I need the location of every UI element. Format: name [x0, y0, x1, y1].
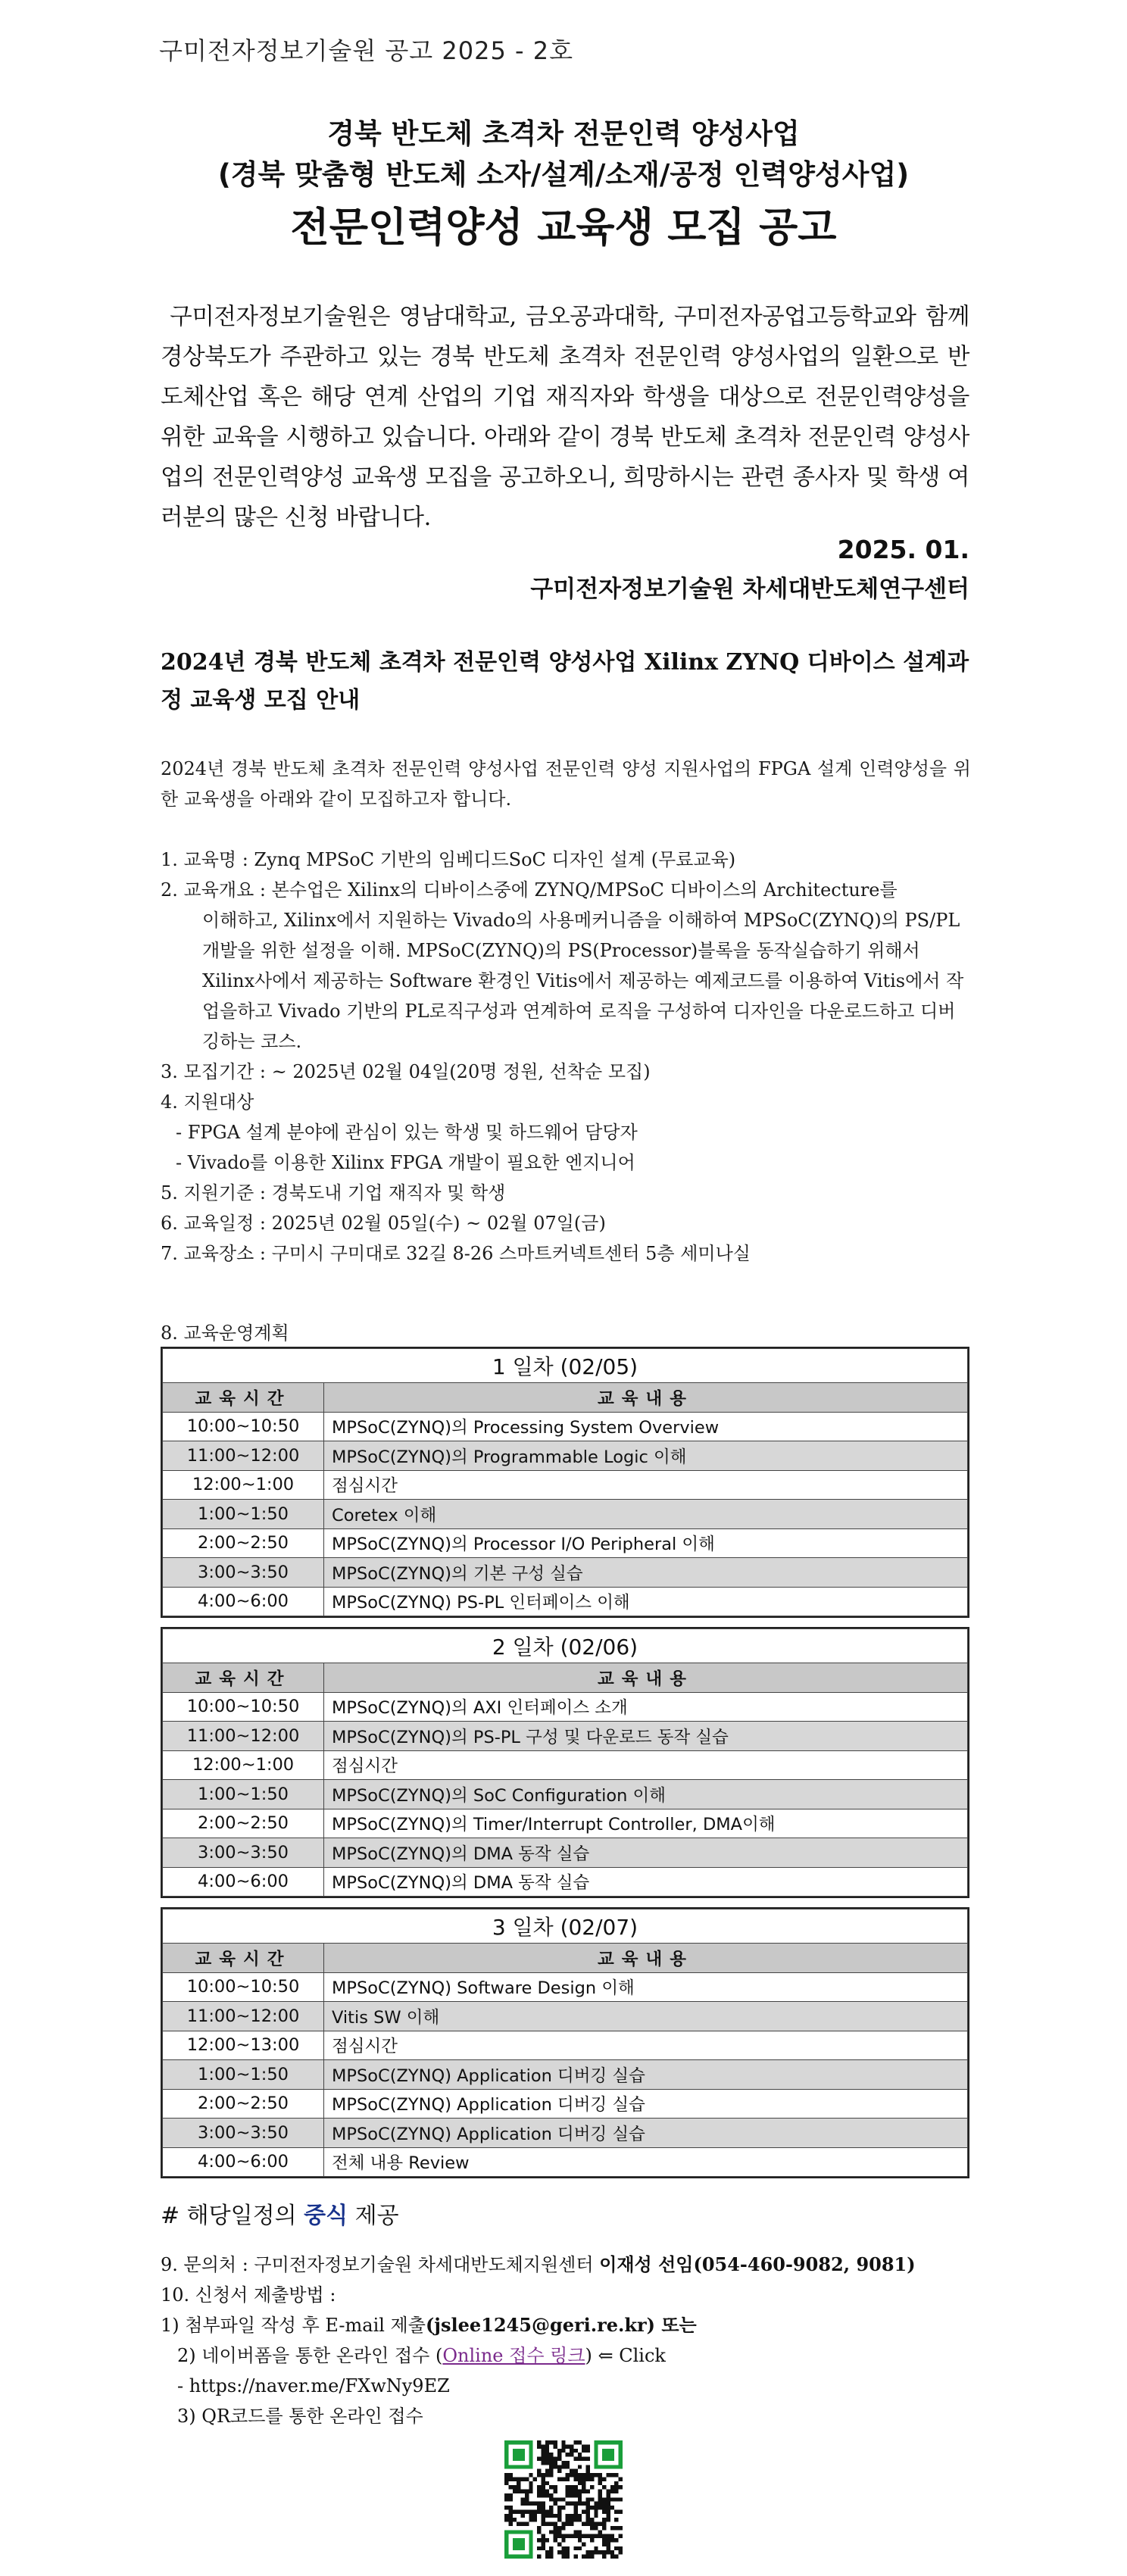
col-time-header: 교육시간 [163, 1944, 324, 1973]
issuing-org: 구미전자정보기술원 차세대반도체연구센터 [530, 576, 969, 603]
item-overview-first: 2. 교육개요 : 본수업은 Xilinx의 디바이스중에 ZYNQ/MPSoC 디바이스의 Architecture를 [161, 879, 898, 901]
day-table [161, 1907, 969, 2178]
day-header: 2 일차 (02/06) [163, 1629, 968, 1663]
time-cell: 3:00~3:50 [163, 1558, 324, 1588]
content-cell: MPSoC(ZYNQ) Application 디버깅 실습 [324, 2060, 968, 2090]
item-criteria: 5. 지원기준 : 경북도내 기업 재직자 및 학생 [161, 1182, 506, 1204]
content-cell: MPSoC(ZYNQ) Application 디버깅 실습 [324, 2089, 968, 2119]
table-row [163, 1838, 968, 1868]
table-row [163, 1558, 968, 1588]
content-cell: MPSoC(ZYNQ)의 Programmable Logic 이해 [324, 1441, 968, 1471]
content-cell: MPSoC(ZYNQ)의 SoC Configuration 이해 [324, 1780, 968, 1809]
schedule-table [162, 1348, 968, 1616]
section-title: 2024년 경북 반도체 초격차 전문인력 양성사업 Xilinx ZYNQ 디바이스 설계과정 교육생 모집 안내 [161, 649, 969, 713]
intro-text: 구미전자정보기술원은 영남대학교, 금오공과대학, 구미전자공업고등학교와 함께 경상북도가 주관하고 있는 경북 반도체 초격차 전문인력 양성사업의 일환으로 반도체산업 혹은 해당 연계 산업의 기업 재직자와 학생을 대상으로 전문인력양성을 위한 교육을 시행하고 있습니다. 아래와 같이 경북 반도체 초격차 전문인력 양성사업의 전문인력양성 교육생 모집을 공고하오니, 희망하시는 관련 종사자 및 학생 여러분의 많은 신청 바랍니다. [161, 304, 970, 531]
method-online-suffix: ) ⇐ Click [585, 2345, 666, 2366]
time-cell: 10:00~10:50 [163, 1412, 324, 1441]
item-overview-rest: 이해하고, Xilinx에서 지원하는 Vivado의 사용메커니즘을 이해하여 MPSoC(ZYNQ)의 PS/PL 개발을 위한 설정을 이해. MPSoC(ZYNQ)의 PS(Processor)블록을 동작실습하기 위해서 Xilinx사에서 제공하는 Software 환경인 Vitis에서 제공하는 예제코드를 이용하여 Vitis에서 작업을하고 Vivado 기반의 PL로직구성과 연계하여 로직을 구성하여 디자인을 다운로드하고 디버깅하는 코스. [202, 910, 964, 1052]
content-cell: 전체 내용 Review [324, 2147, 968, 2177]
content-cell: MPSoC(ZYNQ) PS-PL 인터페이스 이해 [324, 1587, 968, 1616]
item-period: 3. 모집기간 : ~ 2025년 02월 04일(20명 정원, 선착순 모집) [161, 1061, 651, 1082]
day-table [161, 1627, 969, 1898]
content-cell: 점심시간 [324, 1750, 968, 1780]
time-cell: 4:00~6:00 [163, 1587, 324, 1616]
content-cell: MPSoC(ZYNQ)의 Processing System Overview [324, 1412, 968, 1441]
time-cell: 1:00~1:50 [163, 2060, 324, 2090]
purpose-paragraph: 2024년 경북 반도체 초격차 전문인력 양성사업 전문인력 양성 지원사업의 FPGA 설계 인력양성을 위한 교육생을 아래와 같이 모집하고자 합니다. [161, 758, 971, 810]
method-qr: 3) QR코드를 통한 온라인 접수 [177, 2406, 423, 2427]
time-cell: 1:00~1:50 [163, 1500, 324, 1529]
item-target: 4. 지원대상 [161, 1091, 254, 1113]
table-row [163, 1412, 968, 1441]
contact-person: 이재성 선임(054-460-9082, 9081) [599, 2253, 916, 2275]
table-row [163, 1587, 968, 1616]
table-row [163, 1972, 968, 2002]
intro-paragraph [161, 297, 969, 538]
time-cell: 2:00~2:50 [163, 1809, 324, 1838]
method-online [161, 2340, 994, 2371]
column-header-row [163, 1663, 968, 1693]
time-cell: 2:00~2:50 [163, 1528, 324, 1558]
content-cell: 점심시간 [324, 2031, 968, 2060]
day-header: 3 일차 (02/07) [163, 1909, 968, 1944]
time-cell: 12:00~13:00 [163, 2031, 324, 2060]
schedule-table [162, 1628, 968, 1897]
table-row [163, 1470, 968, 1500]
item-schedule: 6. 교육일정 : 2025년 02월 05일(수) ~ 02월 07일(금) [161, 1213, 606, 1234]
day-table [161, 1347, 969, 1618]
table-row [163, 1750, 968, 1780]
time-cell: 11:00~12:00 [163, 1722, 324, 1751]
main-title: 전문인력양성 교육생 모집 공고 [290, 205, 837, 251]
contact-prefix: 9. 문의처 : 구미전자정보기술원 차세대반도체지원센터 [161, 2254, 600, 2275]
col-time-header: 교육시간 [163, 1383, 324, 1413]
notice-date: 2025. 01. [837, 535, 969, 564]
contact-section [161, 2250, 994, 2431]
time-cell: 3:00~3:50 [163, 1838, 324, 1868]
info-list [161, 845, 971, 1269]
title-line-1: 경북 반도체 초격차 전문인력 양성사업 [327, 117, 800, 150]
time-cell: 3:00~3:50 [163, 2119, 324, 2148]
table-row [163, 1780, 968, 1809]
table-row [163, 1692, 968, 1722]
table-row [163, 1809, 968, 1838]
form-url[interactable]: - https://naver.me/FXwNy9EZ [177, 2375, 450, 2396]
notice-number: 구미전자정보기술원 공고 2025 - 2호 [159, 36, 573, 65]
item-course-name: 1. 교육명 : Zynq MPSoC 기반의 임베디드SoC 디자인 설계 (무료교육) [161, 849, 736, 870]
content-cell: MPSoC(ZYNQ)의 Processor I/O Peripheral 이해 [324, 1528, 968, 1558]
time-cell: 10:00~10:50 [163, 1692, 324, 1722]
note-highlight: 중식 [304, 2203, 348, 2229]
content-cell: MPSoC(ZYNQ)의 Timer/Interrupt Controller, DMA이해 [324, 1809, 968, 1838]
col-content-header: 교육내용 [324, 1944, 968, 1973]
content-cell: MPSoC(ZYNQ)의 PS-PL 구성 및 다운로드 동작 실습 [324, 1722, 968, 1751]
content-cell: MPSoC(ZYNQ)의 AXI 인터페이스 소개 [324, 1692, 968, 1722]
item-location: 7. 교육장소 : 구미시 구미대로 32길 8-26 스마트커넥트센터 5층 세미나실 [161, 1243, 751, 1264]
content-cell: 점심시간 [324, 1470, 968, 1500]
day-header-row [163, 1909, 968, 1944]
note-suffix: 제공 [348, 2203, 399, 2229]
content-cell: Vitis SW 이해 [324, 2002, 968, 2031]
table-row [163, 1441, 968, 1471]
table-row [163, 2119, 968, 2148]
schedule-table [162, 1909, 968, 2177]
method-email-text: 1) 첨부파일 작성 후 E-mail 제출 [161, 2315, 426, 2336]
method-online-text: 2) 네이버폼을 통한 온라인 접수 ( [177, 2345, 443, 2366]
day-header-row [163, 1349, 968, 1383]
lunch-note [161, 2197, 399, 2230]
plan-label: 8. 교육운영계획 [161, 1322, 289, 1344]
time-cell: 4:00~6:00 [163, 2147, 324, 2177]
content-cell: MPSoC(ZYNQ) Software Design 이해 [324, 1972, 968, 2002]
table-row [163, 2089, 968, 2119]
submission-heading: 10. 신청서 제출방법 : [161, 2284, 336, 2306]
content-cell: MPSoC(ZYNQ)의 DMA 동작 실습 [324, 1838, 968, 1868]
time-cell: 1:00~1:50 [163, 1780, 324, 1809]
table-row [163, 2060, 968, 2090]
col-content-header: 교육내용 [324, 1663, 968, 1693]
table-row [163, 1722, 968, 1751]
column-header-row [163, 1383, 968, 1413]
time-cell: 11:00~12:00 [163, 2002, 324, 2031]
title-block [0, 114, 1127, 256]
online-form-link[interactable]: Online 접수 링크 [442, 2345, 585, 2366]
title-line-2: (경북 맞춤형 반도체 소자/설계/소재/공정 인력양성사업) [217, 158, 910, 191]
time-cell: 12:00~1:00 [163, 1750, 324, 1780]
content-cell: Coretex 이해 [324, 1500, 968, 1529]
time-cell: 4:00~6:00 [163, 1867, 324, 1897]
time-cell: 12:00~1:00 [163, 1470, 324, 1500]
time-cell: 11:00~12:00 [163, 1441, 324, 1471]
day-header: 1 일차 (02/05) [163, 1349, 968, 1383]
content-cell: MPSoC(ZYNQ)의 기본 구성 실습 [324, 1558, 968, 1588]
note-prefix: # 해당일정의 [161, 2203, 304, 2229]
day-header-row [163, 1629, 968, 1663]
qr-code[interactable] [504, 2440, 623, 2559]
contact-line [161, 2250, 994, 2280]
table-row [163, 2031, 968, 2060]
content-cell: MPSoC(ZYNQ)의 DMA 동작 실습 [324, 1867, 968, 1897]
time-cell: 10:00~10:50 [163, 1972, 324, 2002]
table-row [163, 1500, 968, 1529]
item-target-b: - Vivado를 이용한 Xilinx FPGA 개발이 필요한 엔지니어 [176, 1152, 635, 1173]
column-header-row [163, 1944, 968, 1973]
col-time-header: 교육시간 [163, 1663, 324, 1693]
table-row [163, 1528, 968, 1558]
method-email [161, 2310, 994, 2340]
table-row [163, 1867, 968, 1897]
table-row [163, 2002, 968, 2031]
item-target-a: - FPGA 설계 분야에 관심이 있는 학생 및 하드웨어 담당자 [176, 1122, 638, 1143]
time-cell: 2:00~2:50 [163, 2089, 324, 2119]
col-content-header: 교육내용 [324, 1383, 968, 1413]
content-cell: MPSoC(ZYNQ) Application 디버깅 실습 [324, 2119, 968, 2148]
table-row [163, 2147, 968, 2177]
email-address[interactable]: (jslee1245@geri.re.kr) 또는 [425, 2314, 697, 2336]
